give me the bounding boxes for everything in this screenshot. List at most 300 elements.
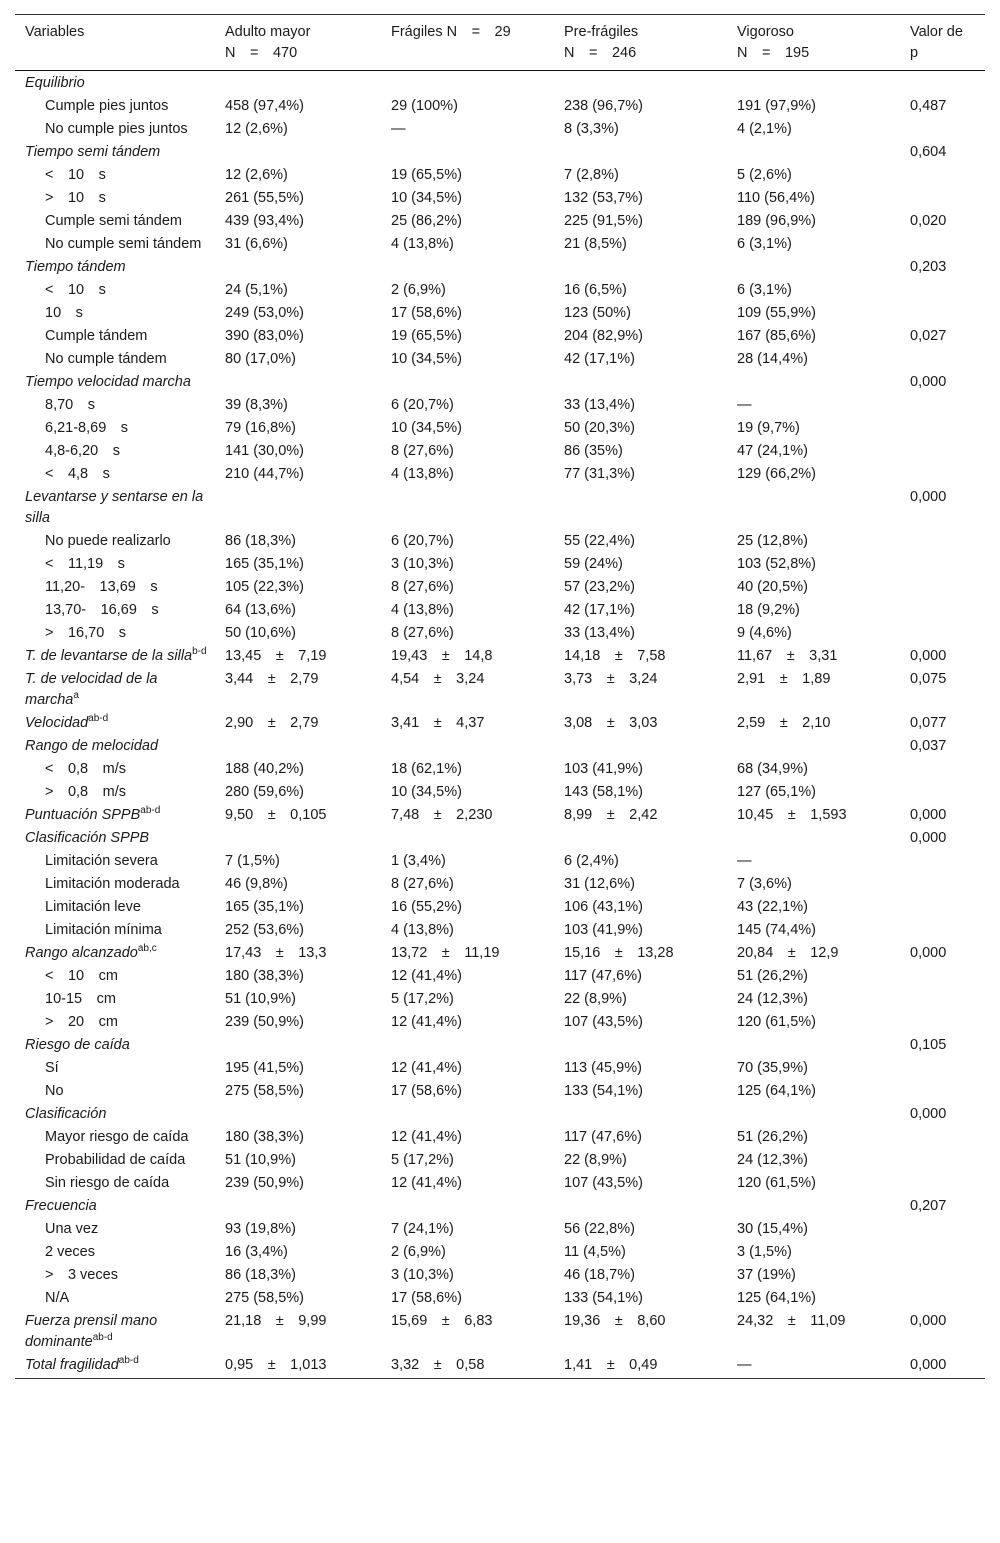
row-label [15, 758, 215, 781]
table-row [15, 302, 985, 325]
row-label-superscript: ab-d [140, 805, 161, 817]
row-label [15, 463, 215, 486]
table-row [15, 1287, 985, 1310]
row-label [15, 1057, 215, 1080]
cell-p-value [900, 599, 985, 622]
cell-adulto-mayor: 46 (9,8%) [225, 876, 288, 892]
cell-p-value [900, 348, 985, 371]
cell-fragiles: 4 (13,8%) [391, 922, 454, 938]
table-row [15, 486, 985, 530]
row-label [15, 1354, 215, 1379]
row-label [15, 256, 215, 279]
table-row [15, 873, 985, 896]
cell-vigoroso [727, 71, 900, 96]
cell-adulto-mayor [215, 141, 381, 164]
cell-fragiles: 4,54 ± 3,24 [391, 671, 485, 687]
table-row [15, 758, 985, 781]
row-label-text: < 4,8 s [45, 466, 110, 482]
cell-adulto-mayor: 3,44 ± 2,79 [225, 671, 319, 687]
row-label-superscript: ab-d [88, 713, 109, 725]
row-label-text: Probabilidad de caída [45, 1152, 186, 1168]
cell-fragiles: 19 (65,5%) [391, 328, 462, 344]
cell-adulto-mayor [215, 1103, 381, 1126]
table-row [15, 850, 985, 873]
cell-vigoroso [727, 735, 900, 758]
row-label [15, 1126, 215, 1149]
table-row [15, 233, 985, 256]
cell-adulto-mayor: 7 (1,5%) [225, 853, 280, 869]
cell-fragiles: 2 (6,9%) [391, 1244, 446, 1260]
cell-p-value [900, 1264, 985, 1287]
table-row [15, 71, 985, 96]
row-label-text: 10-15 cm [45, 991, 116, 1007]
row-label [15, 95, 215, 118]
table-body [15, 71, 985, 1379]
cell-pre-fragiles: 132 (53,7%) [564, 190, 643, 206]
row-label-text: T. de velocidad de la marcha [25, 671, 158, 708]
cell-vigoroso: 125 (64,1%) [737, 1083, 816, 1099]
cell-fragiles: 12 (41,4%) [391, 1175, 462, 1191]
cell-p-value: 0,203 [910, 259, 947, 275]
row-label-text: 13,70- 16,69 s [45, 602, 159, 618]
cell-fragiles: 18 (62,1%) [391, 761, 462, 777]
row-label-text: Mayor riesgo de caída [45, 1129, 189, 1145]
cell-p-value: 0,207 [910, 1198, 947, 1214]
cell-p-value: 0,487 [910, 98, 947, 114]
table-row [15, 1218, 985, 1241]
row-label [15, 599, 215, 622]
cell-pre-fragiles [554, 371, 727, 394]
cell-p-value [900, 417, 985, 440]
row-label [15, 141, 215, 164]
row-label [15, 553, 215, 576]
row-label-text: Cumple semi tándem [45, 213, 182, 229]
row-label [15, 668, 215, 712]
cell-adulto-mayor: 180 (38,3%) [225, 1129, 304, 1145]
row-label [15, 1195, 215, 1218]
cell-vigoroso: 6 (3,1%) [737, 236, 792, 252]
cell-vigoroso: 20,84 ± 12,9 [737, 945, 839, 961]
cell-vigoroso: 103 (52,8%) [737, 556, 816, 572]
cell-pre-fragiles [554, 71, 727, 96]
cell-p-value [900, 1080, 985, 1103]
table-row [15, 622, 985, 645]
cell-fragiles: 25 (86,2%) [391, 213, 462, 229]
cell-vigoroso: 51 (26,2%) [737, 1129, 808, 1145]
cell-adulto-mayor: 180 (38,3%) [225, 968, 304, 984]
cell-adulto-mayor: 141 (30,0%) [225, 443, 304, 459]
cell-p-value [900, 394, 985, 417]
cell-pre-fragiles [554, 1103, 727, 1126]
row-label-text: > 16,70 s [45, 625, 127, 641]
cell-vigoroso: — [727, 1354, 900, 1379]
table-row [15, 1057, 985, 1080]
cell-adulto-mayor [215, 1034, 381, 1057]
cell-p-value [900, 553, 985, 576]
cell-vigoroso: 191 (97,9%) [737, 98, 816, 114]
cell-fragiles [381, 486, 554, 530]
table-row [15, 530, 985, 553]
cell-adulto-mayor [215, 371, 381, 394]
cell-vigoroso: 125 (64,1%) [737, 1290, 816, 1306]
cell-p-value [900, 463, 985, 486]
cell-adulto-mayor: 51 (10,9%) [225, 991, 296, 1007]
cell-adulto-mayor: 24 (5,1%) [225, 282, 288, 298]
cell-pre-fragiles: 56 (22,8%) [564, 1221, 635, 1237]
table-row [15, 1011, 985, 1034]
table-row [15, 164, 985, 187]
row-label [15, 486, 215, 530]
cell-fragiles: 12 (41,4%) [391, 1014, 462, 1030]
row-label [15, 1172, 215, 1195]
cell-fragiles: 10 (34,5%) [391, 351, 462, 367]
cell-p-value: 0,000 [900, 1354, 985, 1379]
table-row [15, 1126, 985, 1149]
row-label-text: 10 s [45, 305, 83, 321]
table-row [15, 781, 985, 804]
cell-vigoroso: 68 (34,9%) [737, 761, 808, 777]
cell-fragiles: 8 (27,6%) [391, 443, 454, 459]
cell-vigoroso: 127 (65,1%) [737, 784, 816, 800]
header-pre-fragiles: Pre-frágiles N = 246 [554, 15, 727, 71]
table-row [15, 463, 985, 486]
cell-adulto-mayor: 93 (19,8%) [225, 1221, 296, 1237]
cell-pre-fragiles: 117 (47,6%) [564, 1129, 642, 1145]
row-label-text: Cumple tándem [45, 328, 148, 344]
cell-pre-fragiles: 19,36 ± 8,60 [564, 1313, 666, 1329]
row-label-text: No [45, 1083, 64, 1099]
cell-adulto-mayor: 239 (50,9%) [225, 1014, 304, 1030]
cell-fragiles: 12 (41,4%) [391, 1129, 462, 1145]
cell-vigoroso: 5 (2,6%) [737, 167, 792, 183]
cell-vigoroso [727, 827, 900, 850]
cell-pre-fragiles: 16 (6,5%) [564, 282, 627, 298]
row-label-text: No cumple pies juntos [45, 121, 188, 137]
cell-p-value [900, 1057, 985, 1080]
cell-p-value [900, 1241, 985, 1264]
header-row [15, 15, 985, 71]
cell-adulto-mayor: 239 (50,9%) [225, 1175, 304, 1191]
cell-fragiles: 17 (58,6%) [391, 1083, 462, 1099]
cell-pre-fragiles: 33 (13,4%) [564, 397, 635, 413]
table-row [15, 1354, 985, 1379]
row-label [15, 71, 215, 96]
cell-vigoroso: 51 (26,2%) [737, 968, 808, 984]
row-label [15, 850, 215, 873]
cell-p-value: 0,000 [910, 374, 947, 390]
cell-fragiles: 10 (34,5%) [391, 420, 462, 436]
cell-adulto-mayor: 9,50 ± 0,105 [225, 807, 327, 823]
row-label-text: No cumple semi tándem [45, 236, 202, 252]
table-row [15, 440, 985, 463]
cell-vigoroso: 30 (15,4%) [737, 1221, 808, 1237]
cell-pre-fragiles: 59 (24%) [564, 556, 623, 572]
row-label [15, 1241, 215, 1264]
cell-vigoroso: 24 (12,3%) [737, 991, 808, 1007]
cell-p-value [900, 164, 985, 187]
table-row [15, 804, 985, 827]
cell-pre-fragiles: 86 (35%) [564, 443, 623, 459]
row-label-text: Puntuación SPPB [25, 807, 141, 823]
row-label [15, 576, 215, 599]
row-label-text: Limitación leve [45, 899, 141, 915]
cell-pre-fragiles [554, 1034, 727, 1057]
cell-adulto-mayor: 79 (16,8%) [225, 420, 296, 436]
cell-pre-fragiles [554, 1195, 727, 1218]
cell-fragiles: 2 (6,9%) [391, 282, 446, 298]
row-label [15, 417, 215, 440]
cell-pre-fragiles: 14,18 ± 7,58 [564, 648, 666, 664]
row-label-text: 11,20- 13,69 s [45, 579, 158, 595]
cell-fragiles: 3 (10,3%) [391, 1267, 454, 1283]
row-label [15, 1080, 215, 1103]
cell-p-value [900, 233, 985, 256]
cell-vigoroso: 11,67 ± 3,31 [737, 648, 838, 664]
cell-vigoroso: 110 (56,4%) [737, 190, 815, 206]
row-label-superscript: a [73, 690, 79, 702]
row-label [15, 1218, 215, 1241]
cell-adulto-mayor: 188 (40,2%) [225, 761, 304, 777]
table-row [15, 1241, 985, 1264]
cell-vigoroso: 28 (14,4%) [737, 351, 808, 367]
cell-fragiles: 12 (41,4%) [391, 1060, 462, 1076]
cell-fragiles: 3 (10,3%) [391, 556, 454, 572]
cell-fragiles: 8 (27,6%) [391, 625, 454, 641]
cell-pre-fragiles: 107 (43,5%) [564, 1175, 643, 1191]
cell-p-value [900, 758, 985, 781]
cell-adulto-mayor [215, 827, 381, 850]
row-label [15, 118, 215, 141]
cell-pre-fragiles: 46 (18,7%) [564, 1267, 635, 1283]
cell-vigoroso: 3 (1,5%) [737, 1244, 792, 1260]
row-label [15, 942, 215, 965]
table-row [15, 1172, 985, 1195]
cell-p-value: 0,077 [910, 715, 947, 731]
cell-pre-fragiles: 117 (47,6%) [564, 968, 642, 984]
row-label-text: Total fragilidad [25, 1357, 119, 1373]
row-label [15, 1310, 215, 1354]
cell-adulto-mayor: 21,18 ± 9,99 [225, 1313, 327, 1329]
table-row [15, 827, 985, 850]
cell-adulto-mayor: 51 (10,9%) [225, 1152, 296, 1168]
cell-adulto-mayor: 280 (59,6%) [225, 784, 304, 800]
cell-p-value [900, 622, 985, 645]
cell-vigoroso: 18 (9,2%) [737, 602, 800, 618]
row-label-text: < 0,8 m/s [45, 761, 126, 777]
cell-vigoroso: 145 (74,4%) [737, 922, 816, 938]
table-row [15, 735, 985, 758]
row-label-text: Tiempo semi tándem [25, 144, 161, 160]
cell-fragiles: 17 (58,6%) [391, 1290, 462, 1306]
cell-vigoroso: 9 (4,6%) [737, 625, 792, 641]
cell-fragiles [381, 735, 554, 758]
table-row [15, 95, 985, 118]
row-label-text: No puede realizarlo [45, 533, 171, 549]
cell-pre-fragiles: 6 (2,4%) [564, 853, 619, 869]
cell-pre-fragiles: 106 (43,1%) [564, 899, 643, 915]
table-row [15, 1195, 985, 1218]
cell-adulto-mayor: 210 (44,7%) [225, 466, 304, 482]
cell-adulto-mayor: 249 (53,0%) [225, 305, 304, 321]
cell-p-value: 0,000 [910, 945, 947, 961]
cell-p-value [900, 71, 985, 96]
cell-pre-fragiles: 204 (82,9%) [564, 328, 643, 344]
cell-adulto-mayor: 390 (83,0%) [225, 328, 304, 344]
cell-fragiles: 8 (27,6%) [391, 876, 454, 892]
cell-vigoroso: 25 (12,8%) [737, 533, 808, 549]
row-label [15, 1264, 215, 1287]
row-label-superscript: ab,c [137, 943, 157, 955]
cell-pre-fragiles [554, 486, 727, 530]
cell-p-value [900, 1218, 985, 1241]
cell-p-value: 0,604 [910, 144, 947, 160]
row-label-text: Sí [45, 1060, 59, 1076]
table-row [15, 576, 985, 599]
table-row [15, 942, 985, 965]
cell-vigoroso [727, 371, 900, 394]
cell-fragiles [381, 1195, 554, 1218]
row-label-text: Fuerza prensil mano dominante [25, 1313, 158, 1350]
results-table [15, 14, 985, 1379]
table-row [15, 1149, 985, 1172]
cell-pre-fragiles: 3,08 ± 3,03 [564, 715, 658, 731]
cell-p-value [900, 919, 985, 942]
cell-fragiles: 4 (13,8%) [391, 236, 454, 252]
table-row [15, 965, 985, 988]
cell-fragiles [381, 371, 554, 394]
table-row [15, 1080, 985, 1103]
cell-p-value [900, 873, 985, 896]
cell-pre-fragiles: 107 (43,5%) [564, 1014, 643, 1030]
table-row [15, 417, 985, 440]
cell-adulto-mayor: 13,45 ± 7,19 [225, 648, 327, 664]
cell-vigoroso [727, 1034, 900, 1057]
cell-p-value [900, 1011, 985, 1034]
row-label [15, 302, 215, 325]
cell-pre-fragiles [554, 141, 727, 164]
row-label-text: Equilibrio [25, 75, 85, 91]
cell-pre-fragiles: 238 (96,7%) [564, 98, 643, 114]
cell-pre-fragiles: 33 (13,4%) [564, 625, 635, 641]
cell-vigoroso: 2,59 ± 2,10 [737, 715, 831, 731]
cell-vigoroso [727, 1195, 900, 1218]
cell-adulto-mayor [215, 1195, 381, 1218]
table-row [15, 1103, 985, 1126]
table-row [15, 325, 985, 348]
row-label [15, 712, 215, 735]
row-label-text: < 11,19 s [45, 556, 125, 572]
cell-p-value: 0,027 [910, 328, 947, 344]
cell-adulto-mayor [215, 71, 381, 96]
row-label-text: < 10 s [45, 167, 106, 183]
cell-p-value [900, 530, 985, 553]
row-label-text: 8,70 s [45, 397, 95, 413]
row-label-text: No cumple tándem [45, 351, 167, 367]
table-row [15, 919, 985, 942]
table-row [15, 256, 985, 279]
row-label-text: Limitación moderada [45, 876, 180, 892]
cell-p-value [900, 781, 985, 804]
cell-pre-fragiles: 225 (91,5%) [564, 213, 643, 229]
cell-fragiles: 13,72 ± 11,19 [391, 945, 500, 961]
header-fragiles: Frágiles N = 29 [381, 15, 554, 71]
row-label-text: < 10 cm [45, 968, 118, 984]
header-vigoroso: Vigoroso N = 195 [727, 15, 900, 71]
row-label [15, 988, 215, 1011]
row-label-text: T. de levantarse de la silla [25, 648, 193, 664]
header-p-value: Valor de p [900, 15, 985, 71]
cell-fragiles [381, 71, 554, 96]
table-row [15, 553, 985, 576]
cell-p-value: 0,000 [910, 807, 947, 823]
row-label-text: Levantarse y sentarse en la silla [25, 489, 204, 526]
cell-adulto-mayor: 195 (41,5%) [225, 1060, 304, 1076]
cell-adulto-mayor: 12 (2,6%) [225, 167, 288, 183]
row-label-text: > 3 veces [45, 1267, 118, 1283]
row-label-text: < 10 s [45, 282, 106, 298]
cell-pre-fragiles: 42 (17,1%) [564, 351, 635, 367]
row-label [15, 394, 215, 417]
row-label-text: 6,21-8,69 s [45, 420, 129, 436]
cell-fragiles: 6 (20,7%) [391, 397, 454, 413]
cell-adulto-mayor: 39 (8,3%) [225, 397, 288, 413]
row-label-text: Una vez [45, 1221, 99, 1237]
cell-adulto-mayor [215, 486, 381, 530]
cell-fragiles [381, 827, 554, 850]
cell-pre-fragiles: 57 (23,2%) [564, 579, 635, 595]
cell-vigoroso: 43 (22,1%) [737, 899, 808, 915]
cell-fragiles: 15,69 ± 6,83 [391, 1313, 493, 1329]
row-label [15, 1034, 215, 1057]
row-label-text: Tiempo velocidad marcha [25, 374, 191, 390]
cell-p-value [900, 187, 985, 210]
cell-fragiles: 4 (13,8%) [391, 466, 454, 482]
cell-adulto-mayor: 17,43 ± 13,3 [225, 945, 327, 961]
cell-pre-fragiles: 3,73 ± 3,24 [564, 671, 658, 687]
row-label-text: > 0,8 m/s [45, 784, 126, 800]
cell-vigoroso: 167 (85,6%) [737, 328, 816, 344]
cell-adulto-mayor [215, 256, 381, 279]
cell-p-value: 0,037 [910, 738, 947, 754]
cell-pre-fragiles: 103 (41,9%) [564, 761, 643, 777]
row-label [15, 187, 215, 210]
cell-vigoroso: 120 (61,5%) [737, 1175, 816, 1191]
row-label-superscript: b-d [192, 646, 207, 658]
row-label-superscript: ab-d [92, 1332, 113, 1344]
cell-adulto-mayor: 16 (3,4%) [225, 1244, 288, 1260]
cell-p-value: 0,000 [910, 648, 947, 664]
row-label [15, 873, 215, 896]
row-label-text: > 20 cm [45, 1014, 118, 1030]
cell-pre-fragiles [554, 256, 727, 279]
row-label-text: Tiempo tándem [25, 259, 126, 275]
cell-fragiles: 6 (20,7%) [391, 533, 454, 549]
table-row [15, 668, 985, 712]
cell-p-value [900, 576, 985, 599]
cell-adulto-mayor: 2,90 ± 2,79 [225, 715, 319, 731]
cell-p-value: 0,000 [910, 1313, 947, 1329]
cell-pre-fragiles: 123 (50%) [564, 305, 631, 321]
row-label [15, 827, 215, 850]
cell-adulto-mayor: 458 (97,4%) [225, 98, 304, 114]
cell-fragiles: 16 (55,2%) [391, 899, 462, 915]
table-row [15, 1310, 985, 1354]
cell-pre-fragiles: 143 (58,1%) [564, 784, 643, 800]
cell-p-value [900, 1149, 985, 1172]
cell-p-value [900, 1126, 985, 1149]
cell-p-value: 0,020 [910, 213, 947, 229]
row-label [15, 371, 215, 394]
